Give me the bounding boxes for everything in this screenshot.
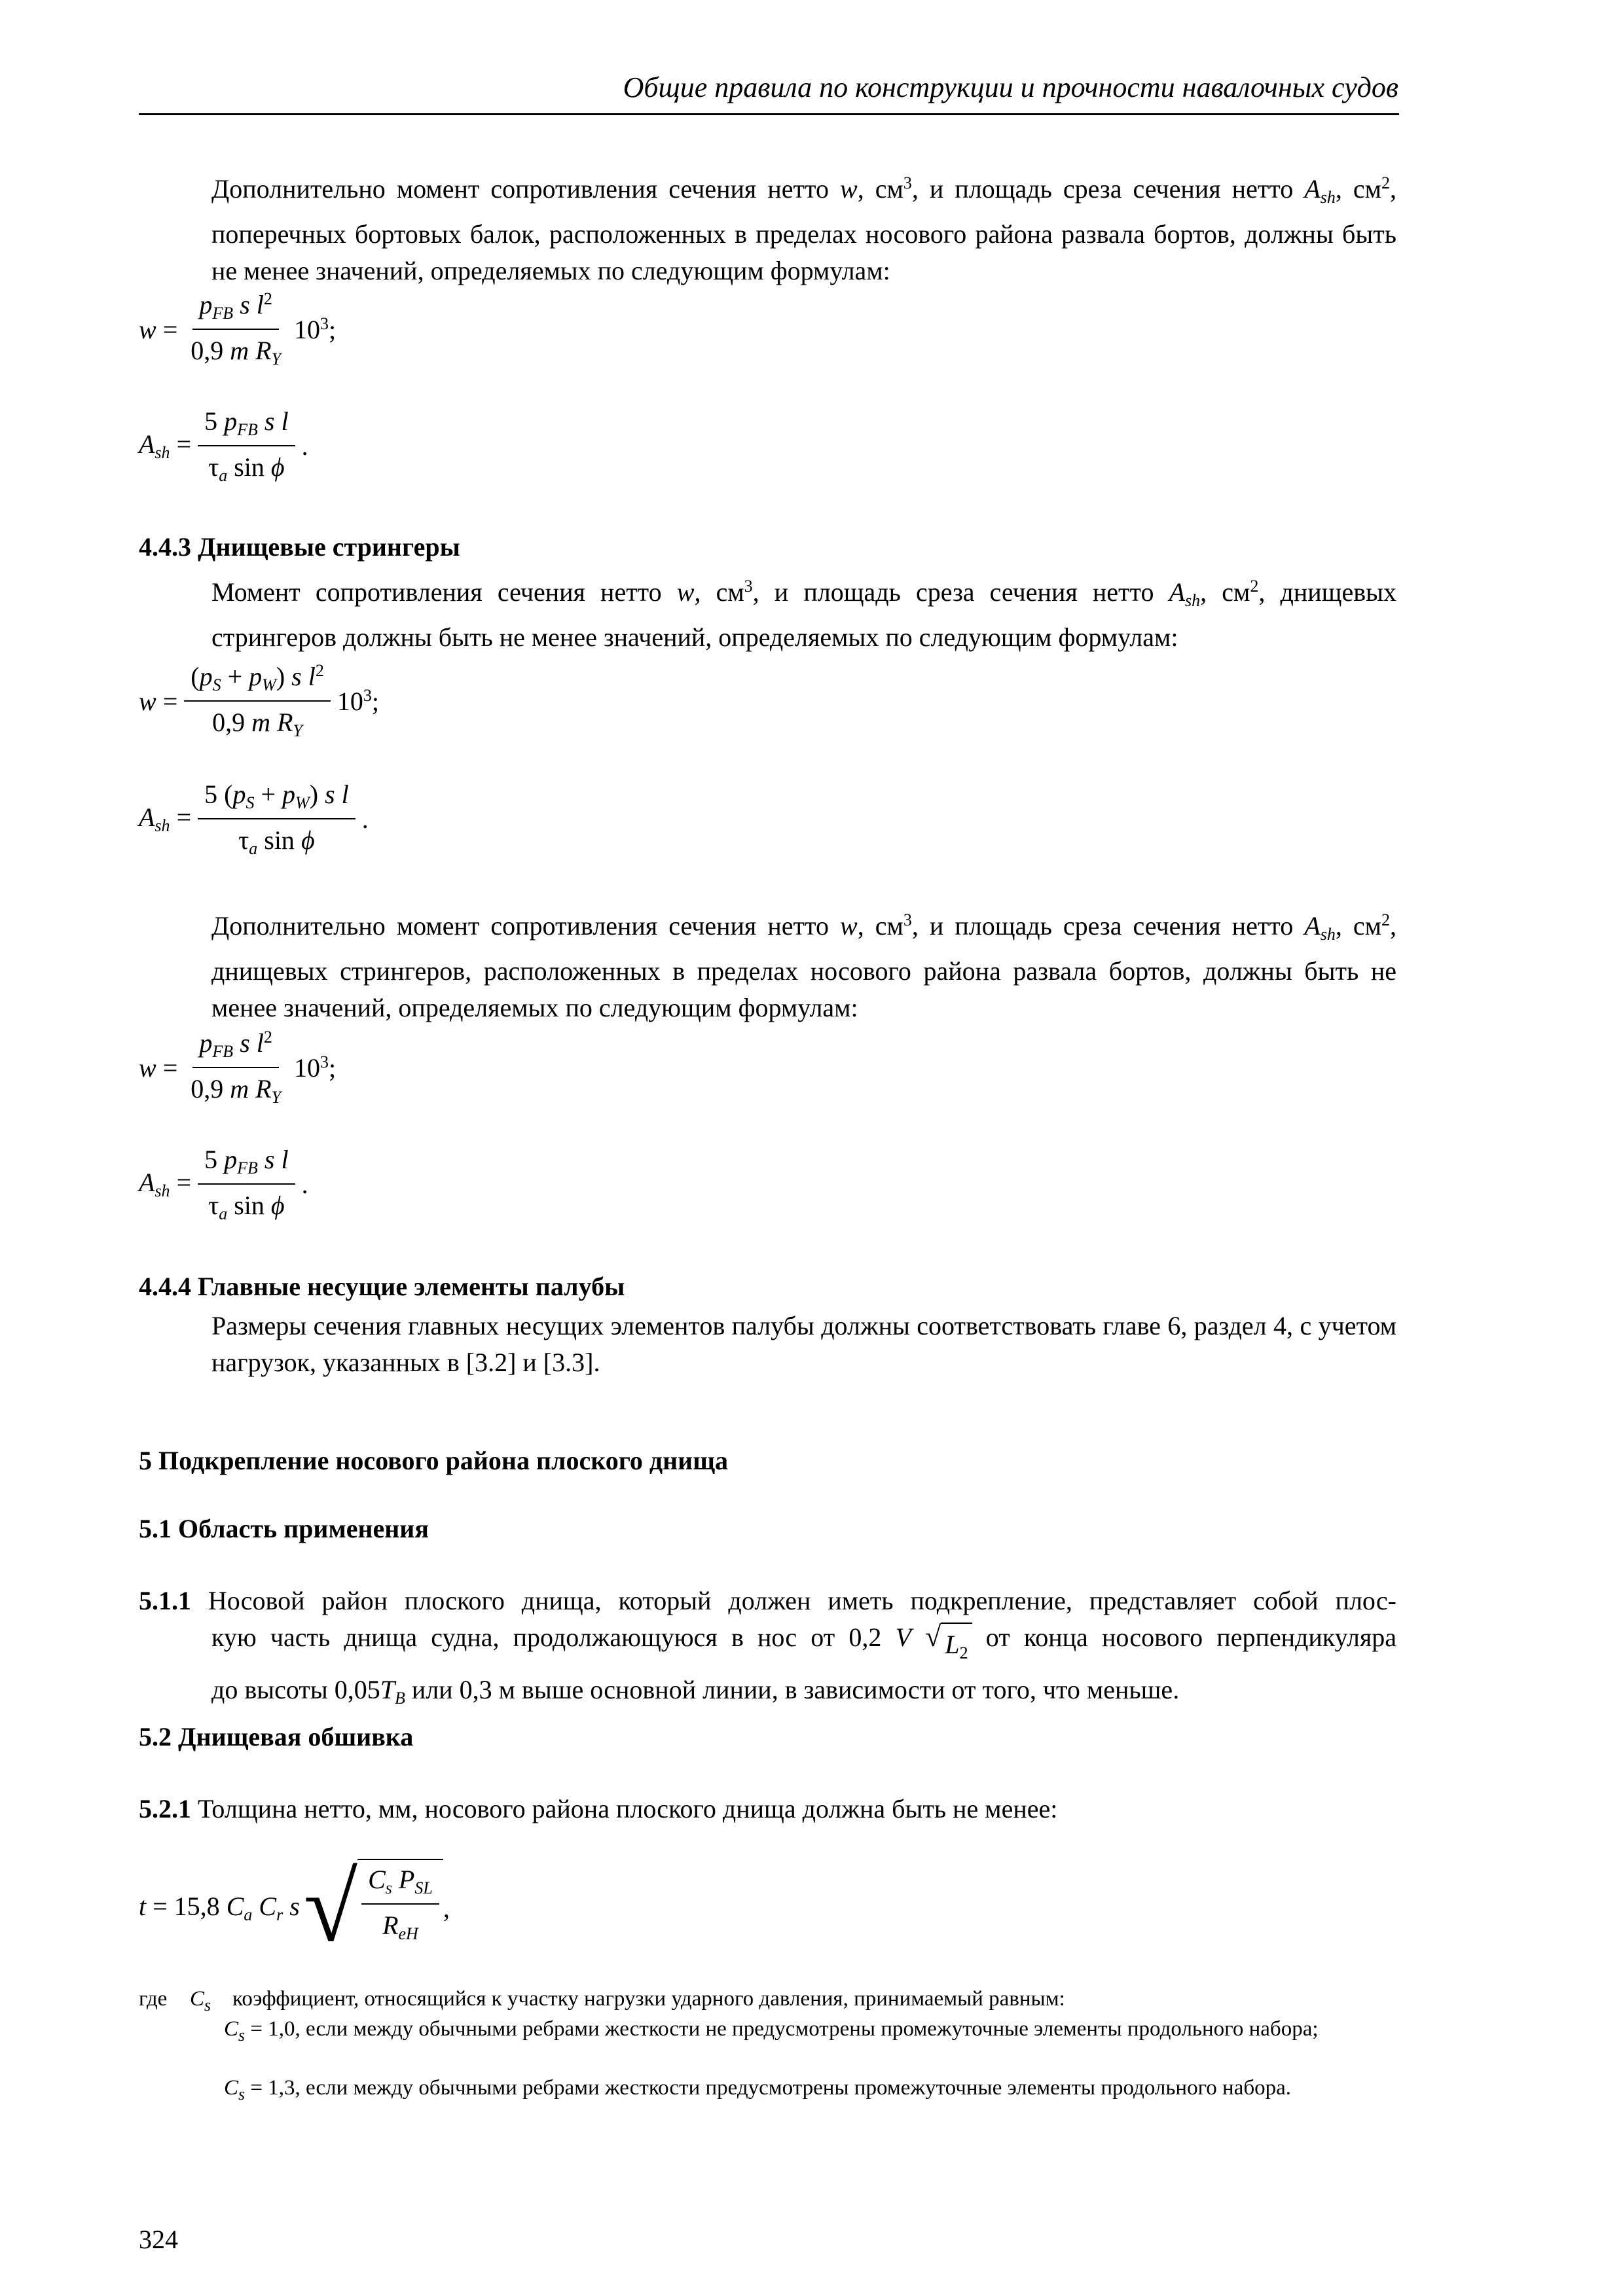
where-case-2: $C_s = 1,3$, если между обычными ребрами жесткости предусмотрены промежуточные элементы продольного набора. xyxy=(224,2076,1292,2104)
formula-w-girders-flare: w = $\frac{p_{FB} s l^2}{0,9 m R_Y}$ $10^3$; xyxy=(139,1028,337,1107)
formula-ash-frames: $A_{sh}$ = $\frac{5 p_{FB} s l}{\tau_a \sin \phi}$ . xyxy=(139,406,308,485)
formula-ash-girders: $A_{sh}$ = $\frac{5 (p_S + p_W) s l}{\tau_a \sin \phi}$ . xyxy=(139,780,369,858)
heading-4-4-4: 4.4.4 Главные несущие элементы палубы xyxy=(139,1272,625,1301)
heading-5-1: 5.1 Область применения xyxy=(139,1514,429,1543)
item-label-5-1-1: 5.1.1 xyxy=(139,1586,191,1615)
paragraph-frame-beams: Дополнительно момент сопротивления сечения нетто w, $см^3$, и площадь среза сечения нетто $A_{sh}$, $см^2$, поперечных бортовых балок, расположенных в пределах носового района развала бортов, должны быть не менее значений, определяемых по следующим формулам: xyxy=(211,173,1396,285)
where-intro: где xyxy=(139,1987,168,2011)
paragraph-deck-members: Размеры сечения главных несущих элементов палубы должны соответствовать главе 6, раздел 4, с учетом нагрузок, указанных в [3.2] и [3.3]. xyxy=(211,1311,1396,1377)
formula-ash-girders-flare: $A_{sh}$ = $\frac{5 p_{FB} s l}{\tau_a \sin \phi}$ . xyxy=(139,1145,308,1223)
heading-section-5: 5 Подкрепление носового района плоского днища xyxy=(139,1446,728,1475)
paragraph-bottom-girders: Момент сопротивления сечения нетто w, $см^3$, и площадь среза сечения нетто $A_{sh}$, $см^2$, днищевых стрингеров должны быть не менее значений, определяемых по следующим формулам: xyxy=(211,577,1396,652)
where-case-1: $C_s = 1,0$, если между обычными ребрами жесткости не предусмотрены промежуточные элементы продольного набора; xyxy=(224,2017,1319,2045)
paragraph-5-2-1: 5.2.1 Толщина нетто, мм, носового района плоского днища должна быть не менее: xyxy=(139,1794,1058,1823)
formula-plating-thickness: t = 15,8 $C_a$ $C_r$ s √ $\frac{C_s P_{SL}}{R_{eH}}$ , xyxy=(139,1854,450,1962)
heading-4-4-3: 4.4.3 Днищевые стрингеры xyxy=(139,532,460,562)
where-symbol: $C_s$ xyxy=(190,1987,211,2015)
formula-w-frames: w = $\frac{p_{FB} s l^2}{0,9 m R_Y}$ $10^3$; xyxy=(139,289,337,368)
paragraph-girders-flare: Дополнительно момент сопротивления сечения нетто w, $см^3$, и площадь среза сечения нетто $A_{sh}$, $см^2$, днищевых стрингеров, расположенных в пределах носового района развала бортов, должны быть не менее значений, определяемых по следующим формулам: xyxy=(211,910,1396,1022)
running-header: Общие правила по конструкции и прочности навалочных судов xyxy=(623,71,1398,103)
formula-w-girders: w = $\frac{(p_S + p_W) s l^2}{0,9 m R_Y}$ $10^3$; xyxy=(139,661,379,740)
page-number: 324 xyxy=(139,2225,178,2254)
header-rule xyxy=(139,113,1399,115)
paragraph-5-1-1: 5.1.1 Носовой район плоского днища, который должен иметь подкрепление, представляет собой плос- кую часть днища судна, продолжающуюся в нос от 0,2 V √ $L_2$ от конца носового перпендикуляра до высоты $0,05T_B$ или 0,3 м выше основной линии, в зависимости от того, что меньше. xyxy=(139,1586,1397,1708)
heading-5-2: 5.2 Днищевая обшивка xyxy=(139,1722,414,1751)
item-label-5-2-1: 5.2.1 xyxy=(139,1794,191,1823)
where-description: коэффициент, относящийся к участку нагрузки ударного давления, принимаемый равным: xyxy=(232,1987,1065,2011)
